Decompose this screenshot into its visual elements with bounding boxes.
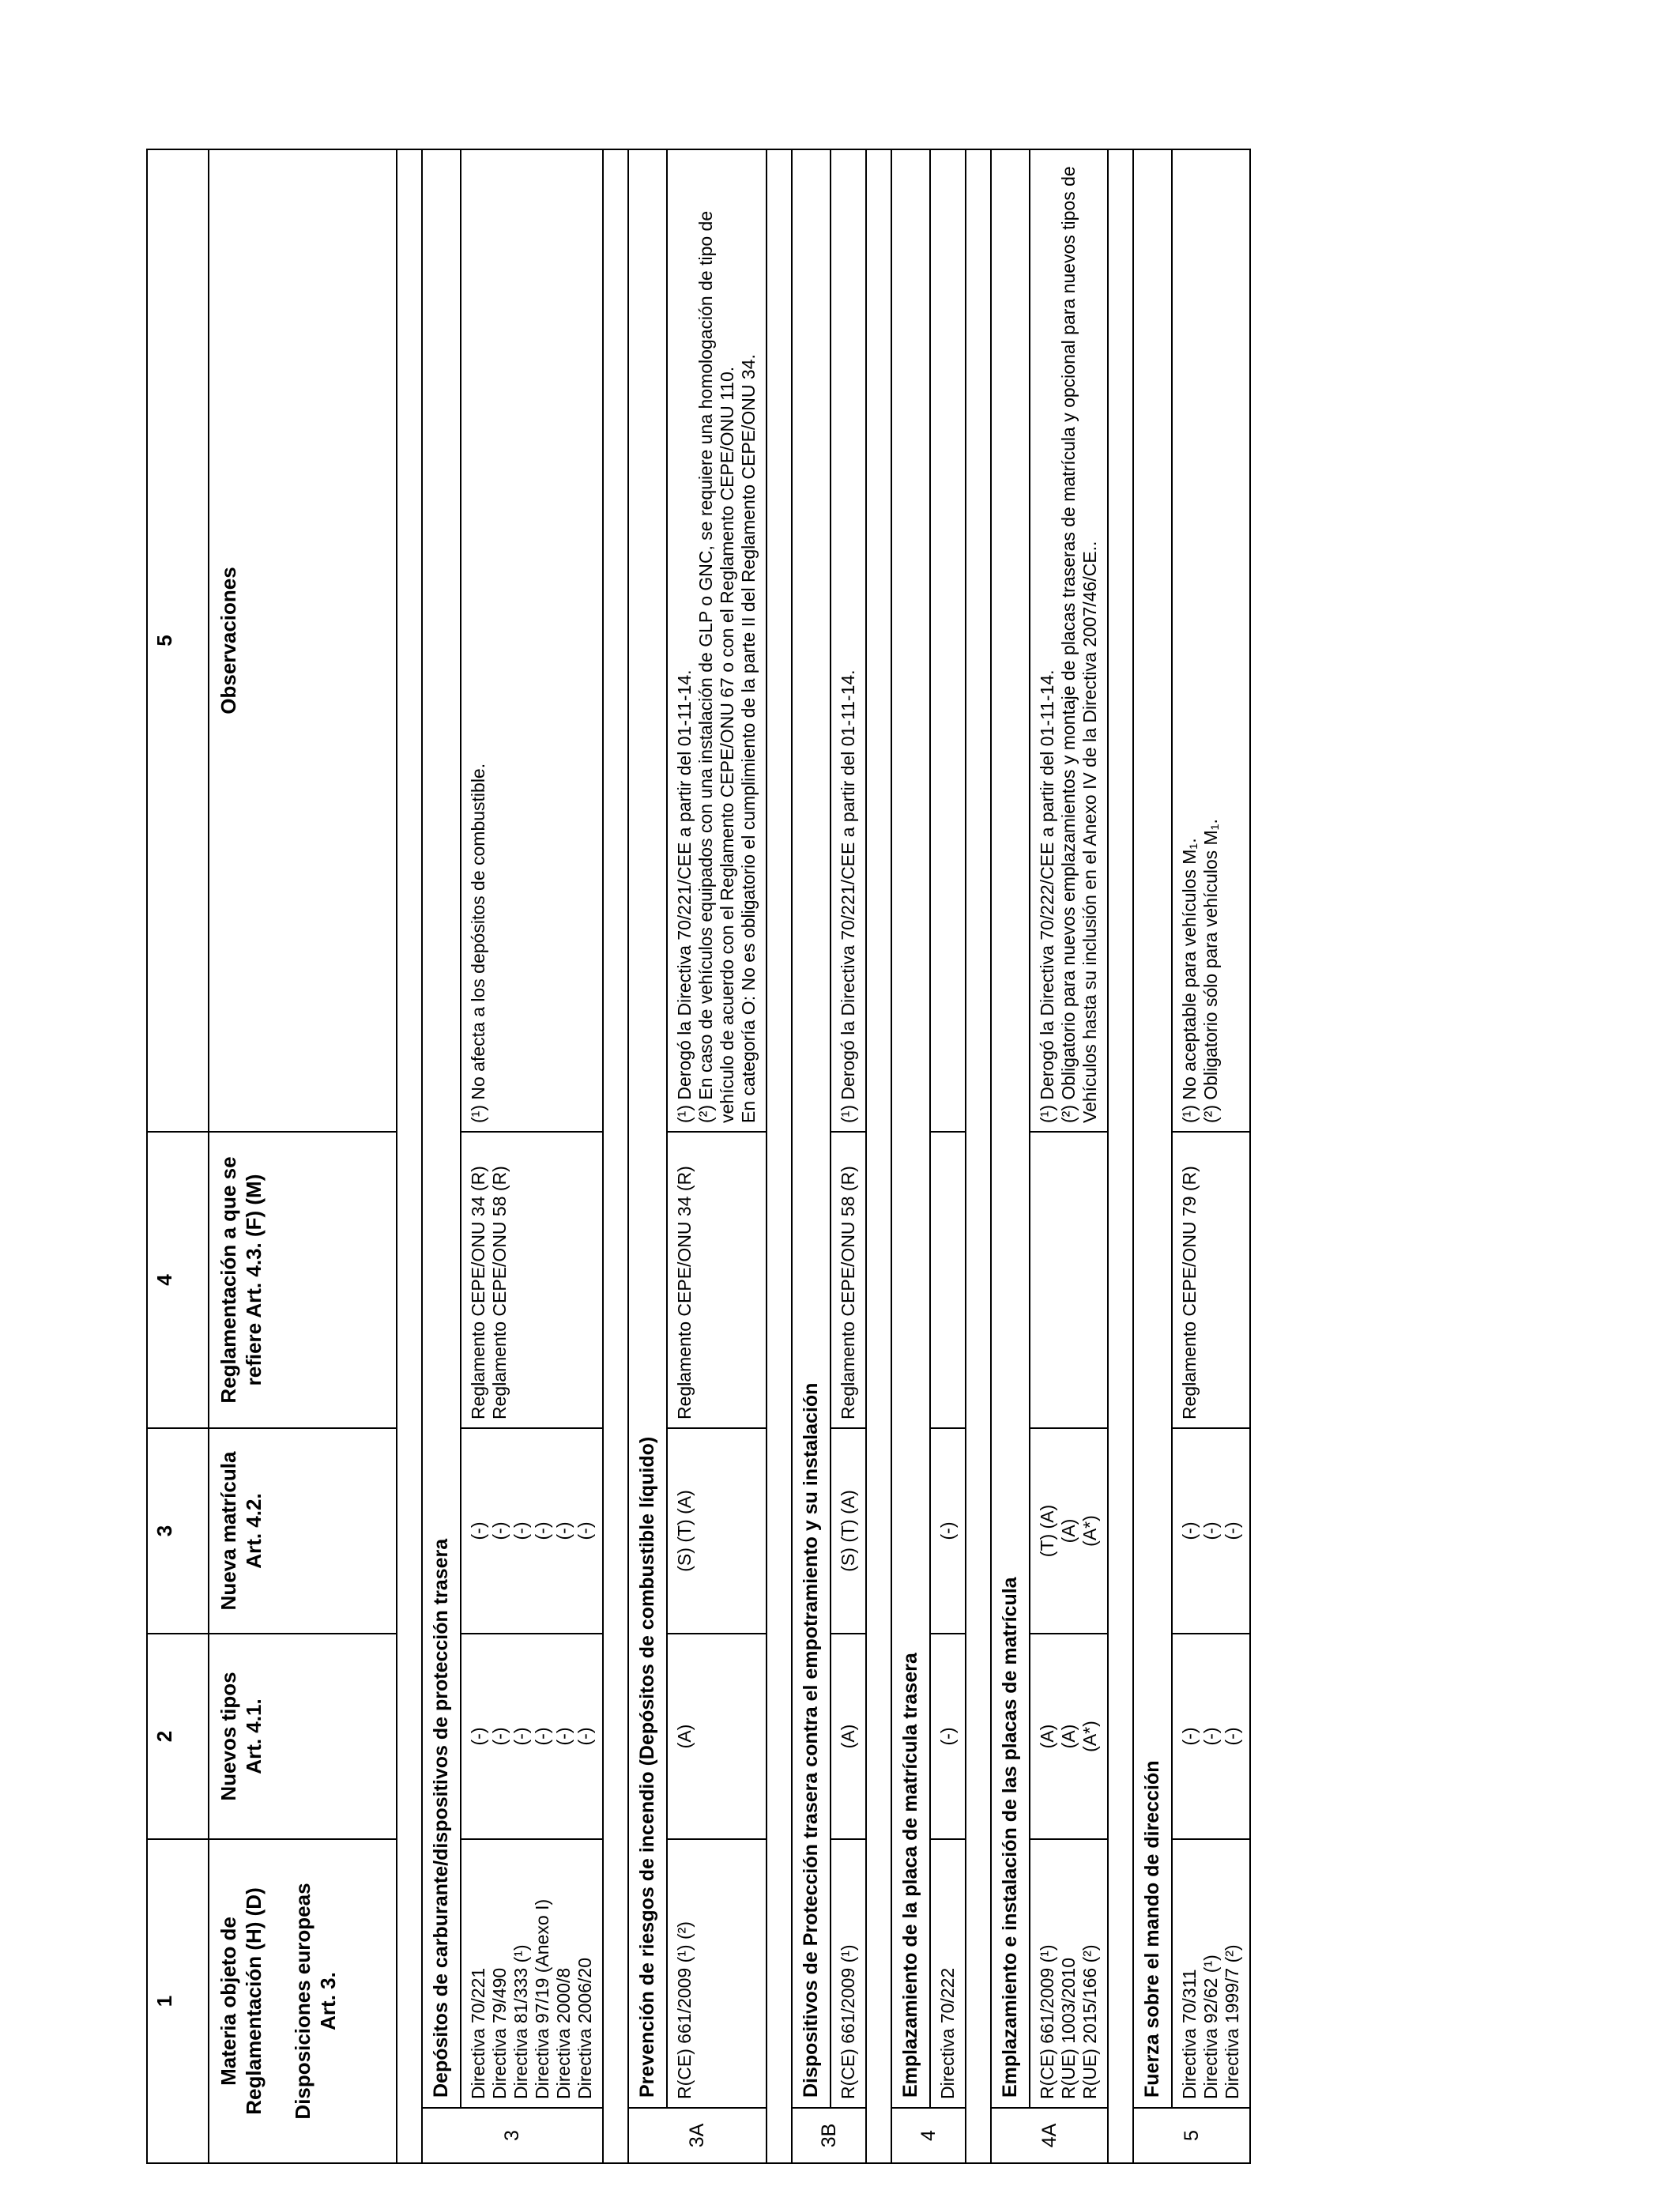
- section-id: 3A: [628, 2108, 767, 2163]
- section-col1-cell: [930, 1839, 966, 2108]
- section-title-row: [991, 149, 1030, 2163]
- section-spacer: [966, 149, 991, 2163]
- section-col3-cell: [831, 1428, 866, 1634]
- column-number-2: 2: [147, 1634, 209, 1839]
- section-col3-line: (-): [553, 1521, 574, 1540]
- section-title-row: [891, 149, 930, 2163]
- section-col1-line: Directiva 1999/7 (²): [1222, 1944, 1242, 2099]
- header-col2: [209, 1634, 397, 1839]
- section-col1-line: R(CE) 661/2009 (¹) (²): [674, 1921, 695, 2099]
- section-col1-line: Directiva 92/62 (¹): [1200, 1955, 1221, 2099]
- section-col2-line: (A*): [1079, 1721, 1100, 1752]
- section-col4-line: Reglamento CEPE/ONU 34 (R): [674, 1166, 695, 1419]
- section-col3-line: (-): [1222, 1521, 1242, 1540]
- regulation-table: [146, 149, 1251, 2164]
- header-col1-line1: Materia objeto de: [217, 1917, 240, 2086]
- header-col2-line1: Nuevos tipos: [217, 1672, 240, 1801]
- section-col3-line: (-): [489, 1521, 510, 1540]
- section-col1-line: Directiva 70/222: [937, 1967, 958, 2099]
- section-col4-cell: [1030, 1132, 1108, 1428]
- section-col3-line: (-): [937, 1521, 958, 1540]
- section-id: 3: [422, 2108, 603, 2163]
- section-id: 4: [891, 2108, 966, 2163]
- section-col2-line: (A): [1058, 1724, 1079, 1749]
- section-col1-line: Directiva 2000/8: [553, 1967, 574, 2099]
- section-title: Depósitos de carburante/dispositivos de protección trasera: [422, 149, 461, 2108]
- section-col1-line: R(CE) 661/2009 (¹): [1037, 1944, 1057, 2099]
- section-col5-line: (²) Obligatorio para nuevos emplazamientos y montaje de placas traseras de matrícula y opcional para nuevos tipos de Vehículos hasta su inclusión en el Anexo IV de la Directiva 2007/46/CE..: [1058, 166, 1100, 1123]
- section-col2-cell: [930, 1634, 966, 1839]
- section-col2-line: (-): [553, 1727, 574, 1746]
- section-col4-cell: [930, 1132, 966, 1428]
- section-col4-line: Reglamento CEPE/ONU 58 (R): [489, 1166, 510, 1419]
- section-title: Emplazamiento e instalación de las placas de matrícula: [991, 149, 1030, 2108]
- header-col1-line4: Art. 3.: [316, 1972, 340, 2030]
- section-col5-line: (¹) Derogó la Directiva 70/222/CEE a partir del 01-11-14.: [1037, 669, 1057, 1123]
- section-col3-line: (-): [468, 1521, 488, 1540]
- header-col1: [209, 1839, 397, 2163]
- section-col5-line: (¹) Derogó la Directiva 70/221/CEE a partir del 01-11-14.: [838, 669, 858, 1123]
- section-col1-cell: [1030, 1839, 1108, 2108]
- section-col2-line: (A): [838, 1724, 858, 1749]
- section-col3-line: (S) (T) (A): [674, 1490, 695, 1572]
- section-data-row: [1172, 149, 1250, 2163]
- section-col3-line: (-): [1200, 1521, 1221, 1540]
- section-col1-line: Directiva 2006/20: [574, 1958, 595, 2099]
- section-data-row: [831, 149, 866, 2163]
- section-col2-line: (A): [674, 1724, 695, 1749]
- section-col1-line: Directiva 81/333 (¹): [510, 1944, 531, 2099]
- section-col3-line: (A*): [1079, 1515, 1100, 1547]
- section-col1-line: Directiva 97/19 (Anexo I): [532, 1898, 552, 2099]
- section-data-row: [461, 149, 603, 2163]
- section-col1-line: R(UE) 2015/166 (²): [1079, 1944, 1100, 2099]
- section-col5-line: En categoría O: No es obligatorio el cumplimiento de la parte II del Reglamento CEPE/ONU 34.: [738, 354, 759, 1123]
- section-col4-line: Reglamento CEPE/ONU 79 (R): [1179, 1166, 1200, 1419]
- section-title: Dispositivos de Protección trasera contra el empotramiento y su instalación: [792, 149, 831, 2108]
- section-col2-line: (-): [489, 1727, 510, 1746]
- section-col5-cell: [461, 149, 603, 1132]
- section-col4-line: Reglamento CEPE/ONU 58 (R): [838, 1166, 858, 1419]
- section-col1-cell: [667, 1839, 767, 2108]
- section-title-row: [792, 149, 831, 2163]
- section-id: 5: [1133, 2108, 1250, 2163]
- header-col3-line1: Nueva matrícula: [217, 1451, 240, 1611]
- section-title: Emplazamiento de la placa de matrícula trasera: [891, 149, 930, 2108]
- section-col5-line: (¹) Derogó la Directiva 70/221/CEE a partir del 01-11-14.: [674, 669, 695, 1123]
- section-id: 4A: [991, 2108, 1108, 2163]
- header-row: [209, 149, 397, 2163]
- section-col2-cell: [461, 1634, 603, 1839]
- section-col5-cell: [667, 149, 767, 1132]
- section-col4-cell: [831, 1132, 866, 1428]
- section-col5-cell: [1172, 149, 1250, 1132]
- section-title: Prevención de riesgos de incendio (Depósitos de combustible líquido): [628, 149, 667, 2108]
- section-col3-line: (T) (A): [1037, 1504, 1057, 1558]
- section-col5-line: (²) En caso de vehículos equipados con una instalación de GLP o GNC, se requiere una homologación de tipo de vehículo de acuerdo con el Reglamento CEPE/ONU 67 o con el Reglamento CEPE/ONU 110.: [695, 210, 737, 1123]
- section-id: 3B: [792, 2108, 866, 2163]
- section-spacer: [866, 149, 891, 2163]
- section-col2-line: (-): [574, 1727, 595, 1746]
- section-col4-cell: [667, 1132, 767, 1428]
- section-col5-line: (²) Obligatorio sólo para vehículos M₁.: [1200, 819, 1221, 1123]
- header-col4-line2: refiere Art. 4.3. (F) (M): [242, 1174, 266, 1386]
- section-col2-line: (-): [1179, 1727, 1200, 1746]
- column-number-1: 1: [147, 1839, 209, 2163]
- column-number-4: 4: [147, 1132, 209, 1428]
- section-col3-cell: [1030, 1428, 1108, 1634]
- section-col1-cell: [1172, 1839, 1250, 2108]
- column-number-5: 5: [147, 149, 209, 1132]
- section-col2-cell: [667, 1634, 767, 1839]
- section-data-row: [930, 149, 966, 2163]
- section-spacer: [767, 149, 792, 2163]
- section-col5-cell: [831, 149, 866, 1132]
- section-col2-line: (-): [510, 1727, 531, 1746]
- section-col3-line: (A): [1058, 1518, 1079, 1544]
- section-col1-line: Directiva 70/221: [468, 1967, 488, 2099]
- column-number-3: 3: [147, 1428, 209, 1634]
- section-col2-line: (-): [532, 1727, 552, 1746]
- section-col1-line: Directiva 79/490: [489, 1967, 510, 2099]
- sections-body: [422, 149, 1250, 2163]
- section-col2-line: (A): [1037, 1724, 1057, 1749]
- section-col1-line: R(UE) 1003/2010: [1058, 1958, 1079, 2099]
- section-col5-cell: [1030, 149, 1108, 1132]
- section-col2-cell: [831, 1634, 866, 1839]
- header-col4: [209, 1132, 397, 1428]
- section-col4-line: Reglamento CEPE/ONU 34 (R): [468, 1166, 488, 1419]
- header-spacer: [397, 149, 422, 2163]
- section-spacer: [1108, 149, 1133, 2163]
- section-col2-line: (-): [1200, 1727, 1221, 1746]
- section-col5-line: (¹) No aceptable para vehículos M₁.: [1179, 838, 1200, 1123]
- section-title-row: [1133, 149, 1172, 2163]
- section-col1-line: Directiva 70/311: [1179, 1969, 1200, 2099]
- section-col3-line: (-): [574, 1521, 595, 1540]
- section-col3-cell: [461, 1428, 603, 1634]
- section-col4-cell: [461, 1132, 603, 1428]
- section-data-row: [1030, 149, 1108, 2163]
- section-col1-cell: [831, 1839, 866, 2108]
- section-col5-line: (¹) No afecta a los depósitos de combustible.: [468, 763, 488, 1123]
- section-col2-line: (-): [937, 1727, 958, 1746]
- section-col3-line: (-): [532, 1521, 552, 1540]
- header-col5: Observaciones: [209, 149, 397, 1132]
- section-spacer: [603, 149, 628, 2163]
- header-col4-line1: Reglamentación a que se: [217, 1156, 240, 1404]
- section-col2-line: (-): [468, 1727, 488, 1746]
- header-col3-line2: Art. 4.2.: [242, 1493, 266, 1569]
- section-col3-cell: [1172, 1428, 1250, 1634]
- header-col3: [209, 1428, 397, 1634]
- section-col2-cell: [1030, 1634, 1108, 1839]
- section-title: Fuerza sobre el mando de dirección: [1133, 149, 1172, 2108]
- section-title-row: [628, 149, 667, 2163]
- header-col1-line3: Disposiciones europeas: [291, 1883, 315, 2120]
- column-number-row: [147, 149, 209, 2163]
- section-col1-line: R(CE) 661/2009 (¹): [838, 1944, 858, 2099]
- section-col5-cell: [930, 149, 966, 1132]
- section-col3-line: (-): [510, 1521, 531, 1540]
- header-col2-line2: Art. 4.1.: [242, 1698, 266, 1774]
- section-col2-line: (-): [1222, 1727, 1242, 1746]
- section-data-row: [667, 149, 767, 2163]
- header-col1-line2: Reglamentación (H) (D): [242, 1887, 266, 2115]
- section-col1-cell: [461, 1839, 603, 2108]
- section-col3-cell: [667, 1428, 767, 1634]
- section-col3-cell: [930, 1428, 966, 1634]
- section-title-row: [422, 149, 461, 2163]
- section-col2-cell: [1172, 1634, 1250, 1839]
- section-col4-cell: [1172, 1132, 1250, 1428]
- section-col3-line: (S) (T) (A): [838, 1490, 858, 1572]
- section-col3-line: (-): [1179, 1521, 1200, 1540]
